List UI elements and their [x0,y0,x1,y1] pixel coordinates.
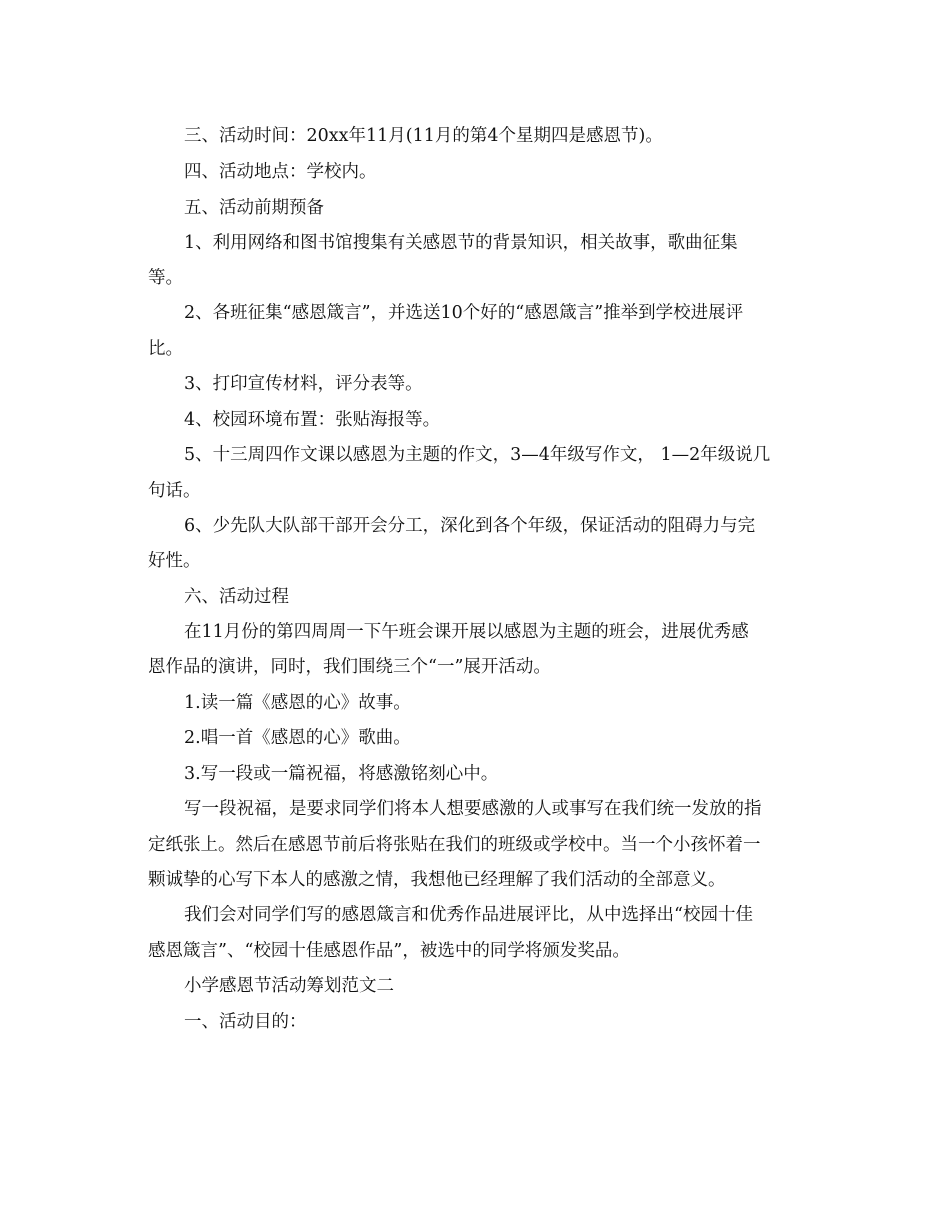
text-line: 2.唱一首《感恩的心》歌曲。 [184,728,411,748]
text-line: 5、十三周四作文课以感恩为主题的作文，3—4年级写作文， 1—2年级说几 [184,445,771,465]
text-line: 五、活动前期预备 [184,198,324,218]
text-line: 定纸张上。然后在感恩节前后将张贴在我们的班级或学校中。当一个小孩怀着一 [148,835,761,855]
text-line: 写一段祝福，是要求同学们将本人想要感激的人或事写在我们统一发放的指 [184,799,762,819]
text-line: 六、活动过程 [184,587,289,607]
text-line: 四、活动地点：学校内。 [184,162,377,182]
text-line: 3.写一段或一篇祝福，将感激铭刻心中。 [184,764,499,784]
text-line: 一、活动目的： [184,1012,307,1032]
text-line: 句话。 [148,481,201,501]
text-line: 6、少先队大队部干部开会分工，深化到各个年级，保证活动的阻碍力与完 [184,516,756,536]
text-line: 小学感恩节活动筹划范文二 [184,976,394,996]
text-line: 4、校园环境布置：张贴海报等。 [184,410,441,430]
text-line: 2、各班征集“感恩箴言”，并选送10个好的“感恩箴言”推举到学校进展评 [184,303,744,323]
text-line: 三、活动时间：20xx年11月(11月的第4个星期四是感恩节)。 [184,126,663,146]
text-line: 颗诚挚的心写下本人的感激之情，我想他已经理解了我们活动的全部意义。 [148,870,726,890]
text-line: 好性。 [148,551,201,571]
text-line: 1、利用网络和图书馆搜集有关感恩节的背景知识，相关故事，歌曲征集 [184,233,738,253]
text-line: 等。 [148,268,183,288]
text-line: 比。 [148,339,183,359]
text-line: 恩作品的演讲，同时，我们围绕三个“一”展开活动。 [148,657,551,677]
text-line: 我们会对同学们写的感恩箴言和优秀作品进展评比，从中选择出“校园十佳 [184,905,753,925]
text-line: 1.读一篇《感恩的心》故事。 [184,693,411,713]
text-line: 3、打印宣传材料，评分表等。 [184,374,423,394]
text-line: 在11月份的第四周周一下午班会课开展以感恩为主题的班会，进展优秀感 [184,622,749,642]
text-line: 感恩箴言”、“校园十佳感恩作品”，被选中的同学将颁发奖品。 [148,941,630,961]
